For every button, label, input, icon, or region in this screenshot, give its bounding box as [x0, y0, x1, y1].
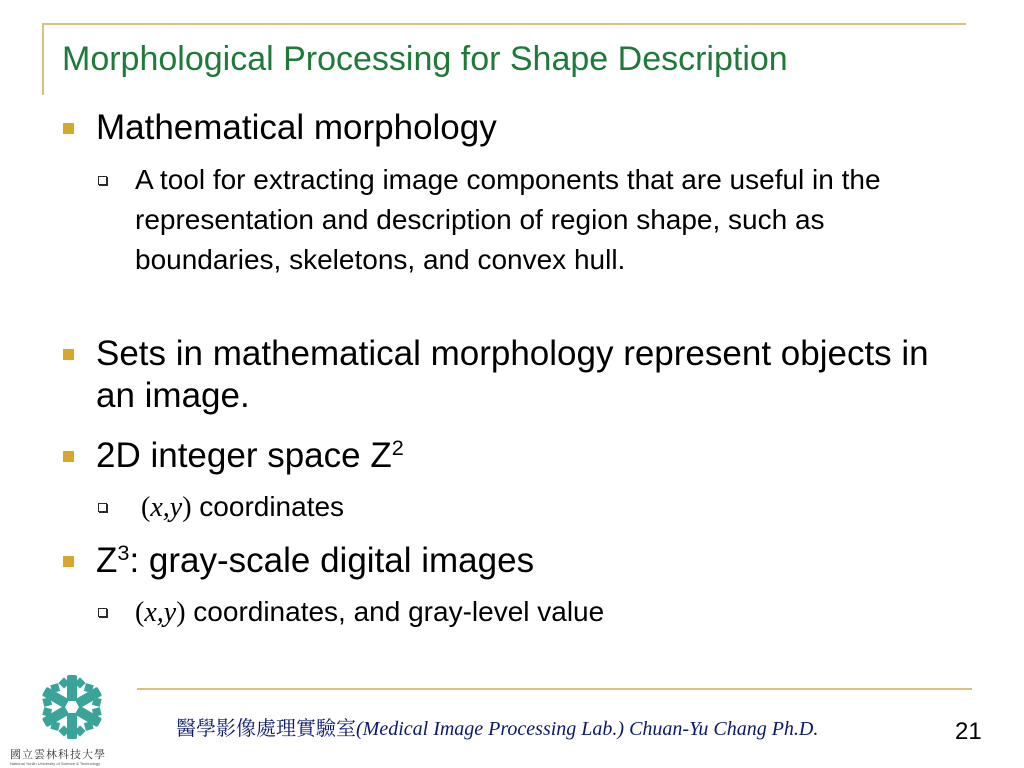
footer-divider — [137, 688, 972, 690]
square-bullet-icon — [63, 349, 74, 360]
logo-english-name: National Yunlin University of Science & Technology — [10, 761, 101, 766]
bullet-text: 2D integer space Z — [96, 436, 392, 475]
square-bullet-icon — [63, 123, 74, 134]
logo-chinese-name: 國立雲林科技大學 — [10, 748, 106, 761]
math-xy: x,y — [150, 492, 183, 523]
bullet-level1 — [96, 540, 976, 582]
bullet-text: A tool for extracting image components that are useful in the representation and description of region shape, such as boundaries, skeletons, and convex hull. — [135, 164, 881, 275]
footer-lab-chinese: 醫學影像處理實驗室 — [176, 716, 356, 740]
slide-title: Morphological Processing for Shape Description — [62, 40, 788, 78]
superscript: 2 — [391, 435, 404, 461]
paren-close: ) — [182, 492, 192, 523]
bullet-text: coordinates, and gray-level value — [185, 596, 605, 627]
superscript: 3 — [117, 540, 130, 566]
bullet-text: coordinates — [191, 491, 345, 522]
math-xy: x,y — [144, 597, 177, 628]
paren-open: ( — [135, 597, 145, 628]
snowflake-logo-icon — [36, 672, 108, 742]
bullet-text: : gray-scale digital images — [129, 541, 535, 580]
bullet-level1 — [96, 333, 976, 417]
bullet-level1 — [96, 435, 976, 477]
square-bullet-icon — [63, 451, 74, 462]
bullet-text: Sets in mathematical morphology represent objects in an image. — [96, 334, 929, 415]
checkbox-bullet-icon — [98, 503, 107, 512]
bullet-text: Z — [96, 541, 118, 580]
bullet-level2 — [135, 487, 975, 528]
checkbox-bullet-icon — [98, 176, 107, 185]
checkbox-bullet-icon — [98, 608, 107, 617]
footer-lab-english: (Medical Image Processing Lab.) Chuan-Yu Chang Ph.D. — [356, 718, 819, 740]
bullet-level1 — [96, 107, 976, 149]
paren-open: ( — [141, 492, 151, 523]
bullet-level2 — [135, 160, 975, 280]
bullet-level2 — [135, 592, 975, 633]
footer-credit — [176, 712, 818, 741]
bullet-text: Mathematical morphology — [96, 108, 497, 147]
paren-close: ) — [176, 597, 186, 628]
square-bullet-icon — [63, 556, 74, 567]
page-number: 21 — [955, 718, 982, 745]
university-logo — [8, 672, 142, 768]
